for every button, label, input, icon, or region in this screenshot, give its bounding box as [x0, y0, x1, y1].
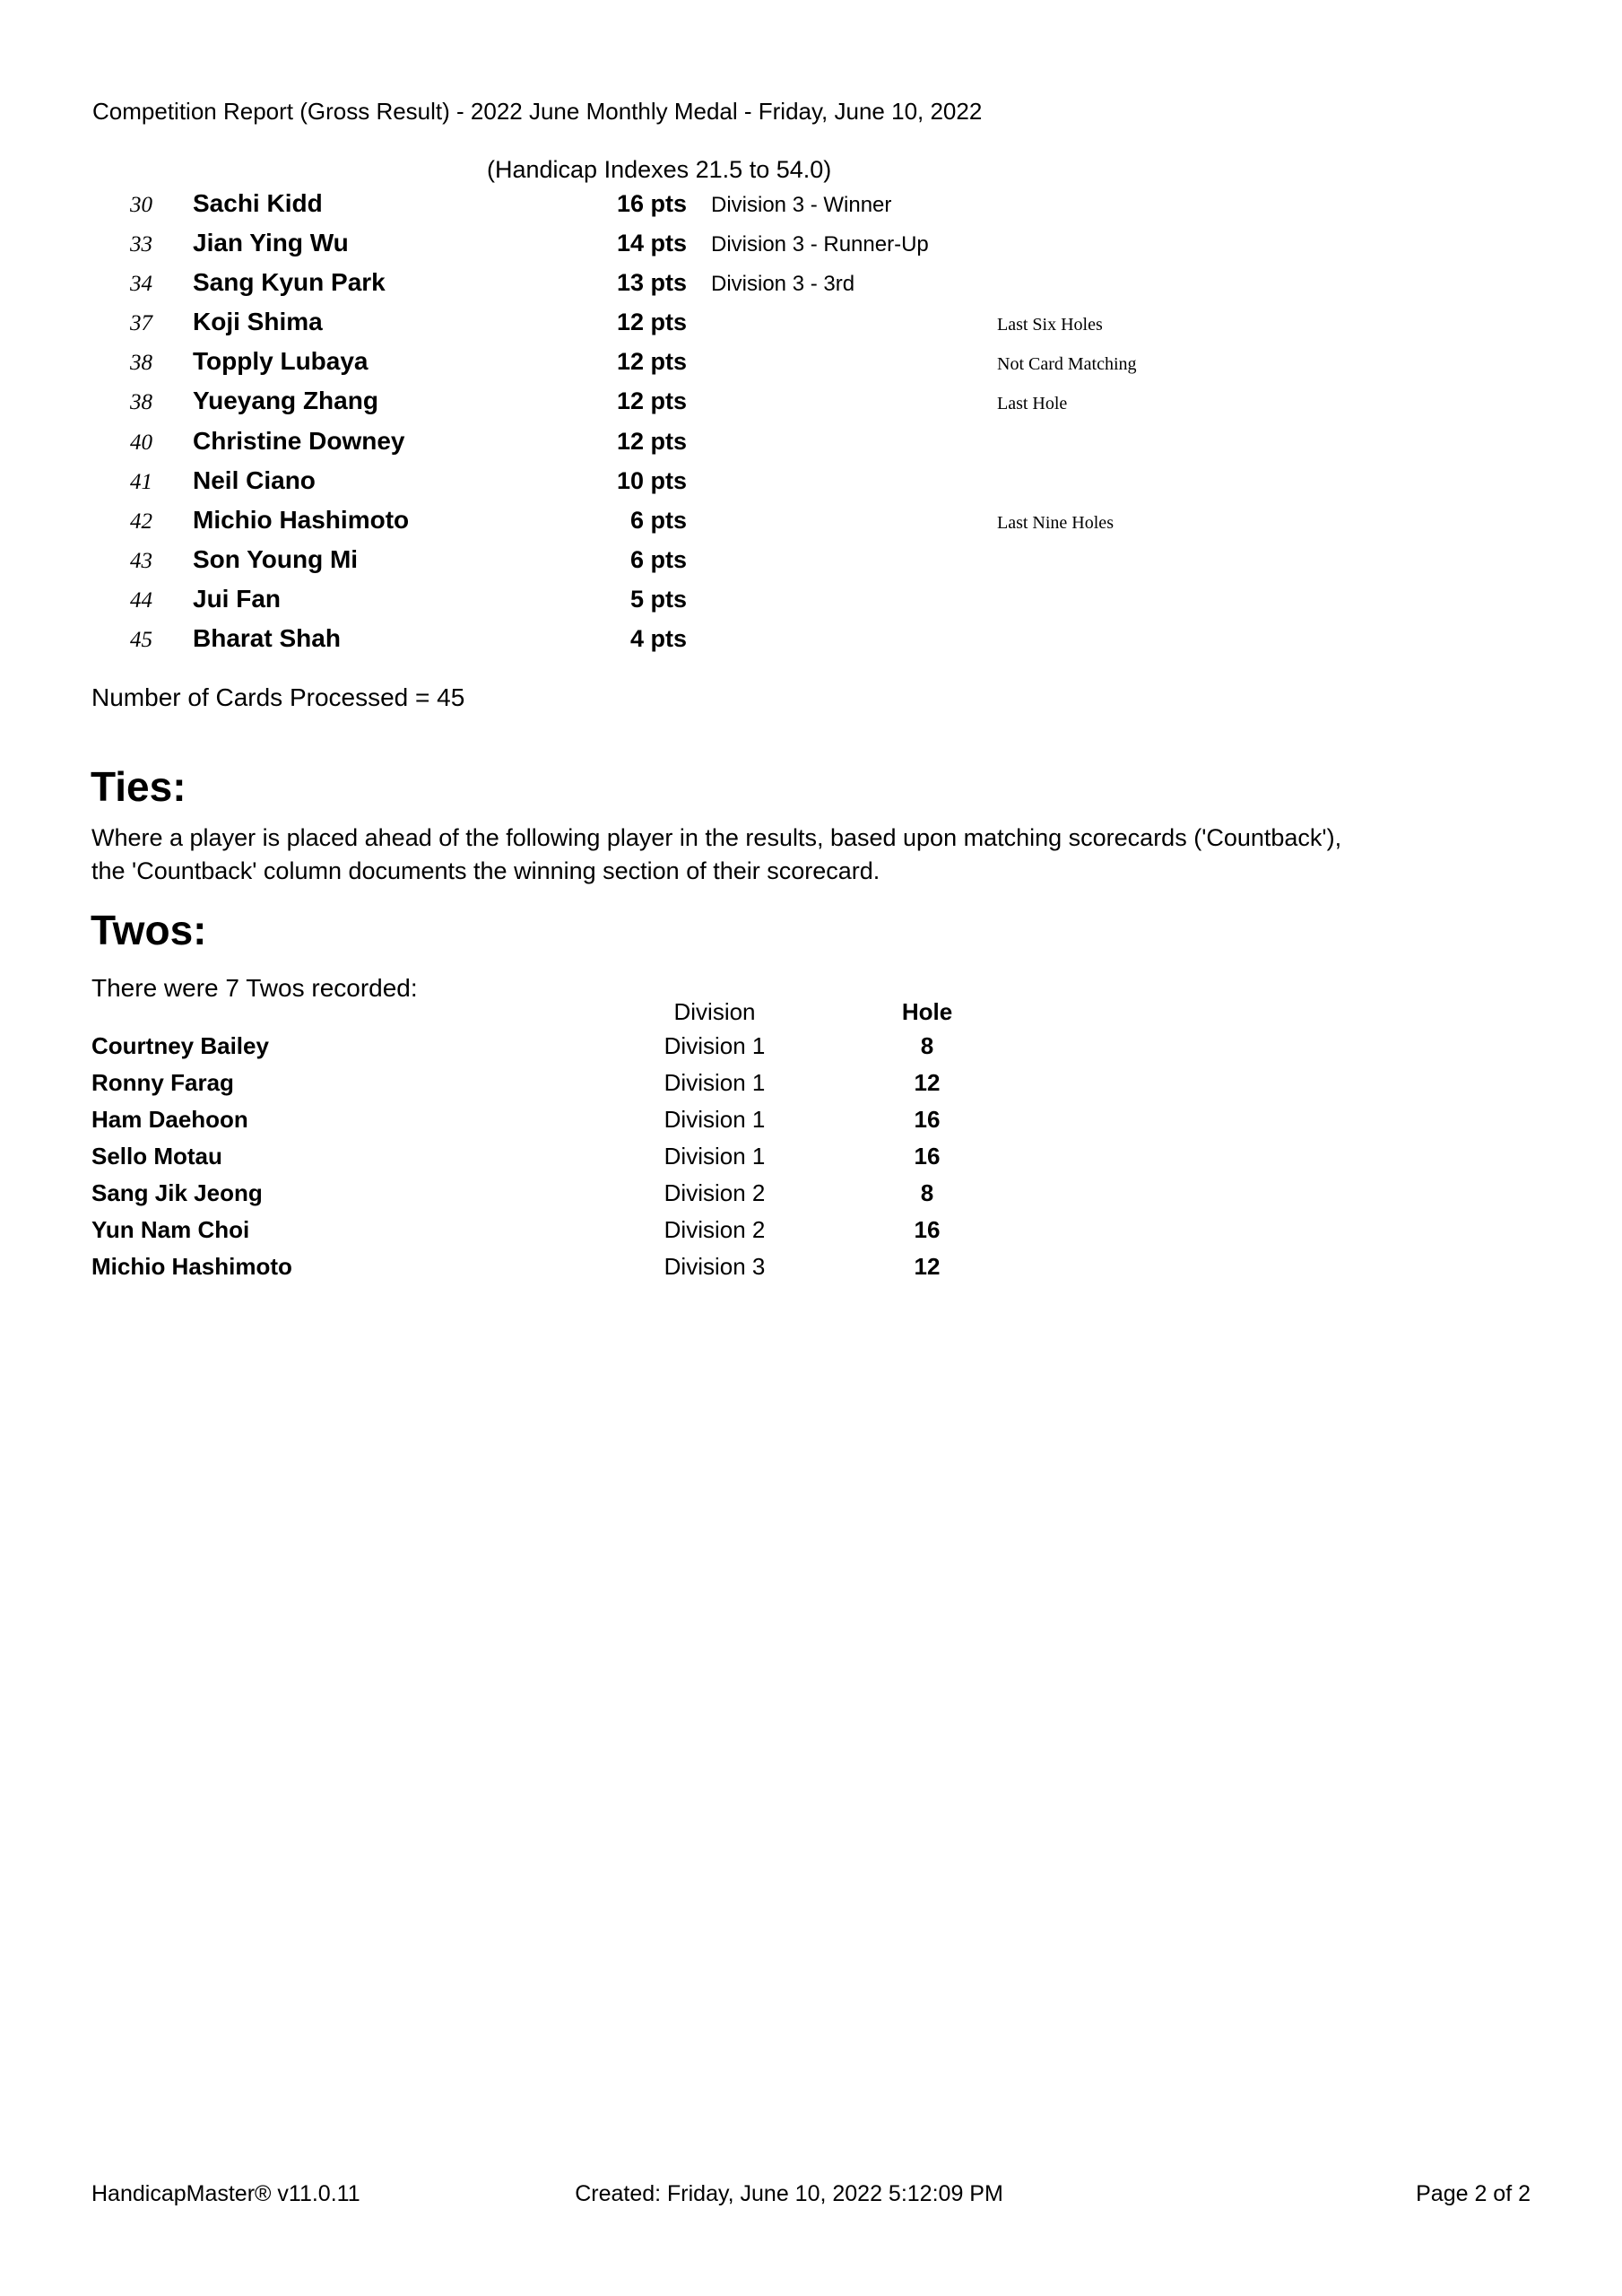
result-row: [94, 307, 1583, 346]
twos-player-name: Sang Jik Jeong: [91, 1179, 263, 1206]
result-player-name: Christine Downey: [193, 426, 405, 455]
handicap-index-range: (Handicap Indexes 21.5 to 54.0): [487, 156, 832, 183]
ties-section-heading: Ties:: [91, 763, 186, 810]
result-position: 43: [130, 548, 152, 573]
result-points: 12 pts: [616, 427, 687, 455]
result-row: [94, 267, 1583, 307]
results-table: [94, 188, 1583, 663]
result-player-name: Jian Ying Wu: [193, 229, 349, 257]
twos-hole: 12: [914, 1253, 941, 1280]
result-countback: Not Card Matching: [997, 354, 1137, 375]
twos-row: [91, 1252, 1149, 1289]
result-points: 5 pts: [629, 585, 687, 613]
result-points: 16 pts: [616, 190, 687, 217]
cards-processed-summary: Number of Cards Processed = 45: [91, 683, 465, 711]
footer-created-timestamp: Created: Friday, June 10, 2022 5:12:09 PM: [575, 2181, 1003, 2206]
result-row: [94, 346, 1583, 386]
footer-app-version: HandicapMaster® v11.0.11: [91, 2181, 360, 2206]
result-countback: Last Nine Holes: [997, 512, 1114, 533]
result-points: 14 pts: [616, 230, 687, 257]
twos-division: Division 1: [664, 1106, 766, 1133]
result-row: [94, 584, 1583, 623]
result-position: 44: [130, 587, 152, 613]
result-player-name: Sang Kyun Park: [193, 268, 386, 297]
twos-intro: There were 7 Twos recorded:: [91, 974, 418, 1002]
result-row: [94, 544, 1583, 584]
twos-player-name: Ham Daehoon: [91, 1106, 248, 1133]
result-position: 40: [130, 430, 152, 455]
result-division-award: Division 3 - Winner: [711, 193, 892, 217]
result-position: 42: [130, 509, 152, 534]
result-player-name: Koji Shima: [193, 308, 323, 336]
twos-section-heading: Twos:: [91, 907, 207, 953]
twos-header-hole: Hole: [901, 998, 953, 1025]
result-points: 10 pts: [616, 466, 687, 494]
twos-hole: 12: [914, 1069, 941, 1096]
result-player-name: Son Young Mi: [193, 544, 359, 573]
report-title: Competition Report (Gross Result) - 2022 June Monthly Medal - Friday, June 10, 2022: [92, 98, 983, 125]
result-row: [94, 426, 1583, 465]
twos-row: [91, 1068, 1149, 1105]
twos-hole: 16: [914, 1106, 941, 1133]
result-player-name: Michio Hashimoto: [193, 505, 410, 534]
twos-player-name: Yun Nam Choi: [91, 1216, 250, 1243]
result-row: [94, 386, 1583, 425]
twos-header-division: Division: [673, 998, 756, 1025]
twos-division: Division 3: [664, 1253, 766, 1280]
result-points: 4 pts: [629, 625, 687, 653]
twos-hole: 16: [914, 1216, 941, 1243]
result-position: 38: [130, 351, 152, 376]
result-points: 12 pts: [616, 387, 687, 415]
result-countback: Last Hole: [997, 394, 1068, 414]
ties-explanation-line: the 'Countback' column documents the winning section of their scorecard.: [91, 857, 880, 884]
result-position: 33: [130, 232, 152, 257]
twos-hole: 8: [920, 1179, 934, 1206]
result-row: [94, 505, 1583, 544]
result-player-name: Topply Lubaya: [193, 347, 369, 376]
result-points: 12 pts: [616, 348, 687, 376]
result-player-name: Jui Fan: [193, 584, 282, 613]
twos-division: Division 1: [664, 1143, 766, 1170]
result-player-name: Neil Ciano: [193, 465, 316, 494]
twos-hole: 16: [914, 1143, 941, 1170]
twos-row: [91, 1142, 1149, 1178]
twos-player-name: Ronny Farag: [91, 1069, 234, 1096]
result-position: 30: [130, 193, 152, 217]
result-division-award: Division 3 - 3rd: [711, 272, 855, 297]
result-player-name: Sachi Kidd: [193, 189, 323, 217]
result-row: [94, 188, 1583, 228]
result-position: 38: [130, 390, 152, 415]
result-row: [94, 623, 1583, 663]
twos-hole: 8: [920, 1032, 934, 1059]
result-division-award: Division 3 - Runner-Up: [711, 232, 929, 257]
result-countback: Last Six Holes: [997, 315, 1103, 335]
result-points: 6 pts: [629, 545, 687, 573]
twos-player-name: Courtney Bailey: [91, 1032, 269, 1059]
twos-player-name: Sello Motau: [91, 1143, 222, 1170]
ties-explanation: [91, 822, 1341, 887]
twos-player-name: Michio Hashimoto: [91, 1253, 292, 1280]
ties-explanation-line: Where a player is placed ahead of the following player in the results, based upon matching scorecards ('Countback'),: [91, 824, 1342, 851]
result-player-name: Bharat Shah: [193, 624, 341, 653]
result-row: [94, 228, 1583, 267]
result-points: 12 pts: [616, 309, 687, 336]
result-position: 45: [130, 628, 152, 653]
twos-row: [91, 1178, 1149, 1215]
result-position: 34: [130, 272, 152, 297]
twos-division: Division 2: [664, 1216, 766, 1243]
footer-page-number: Page 2 of 2: [1416, 2181, 1531, 2206]
result-points: 6 pts: [629, 506, 687, 534]
twos-row: [91, 1031, 1149, 1068]
twos-division: Division 1: [664, 1069, 766, 1096]
twos-table-header: [91, 997, 1149, 1031]
twos-division: Division 1: [664, 1032, 766, 1059]
twos-row: [91, 1215, 1149, 1252]
result-position: 37: [130, 311, 152, 336]
twos-row: [91, 1105, 1149, 1142]
twos-table: [91, 997, 1149, 1289]
result-points: 13 pts: [616, 269, 687, 297]
result-position: 41: [130, 469, 152, 494]
result-row: [94, 465, 1583, 505]
result-player-name: Yueyang Zhang: [193, 387, 378, 415]
twos-division: Division 2: [664, 1179, 766, 1206]
